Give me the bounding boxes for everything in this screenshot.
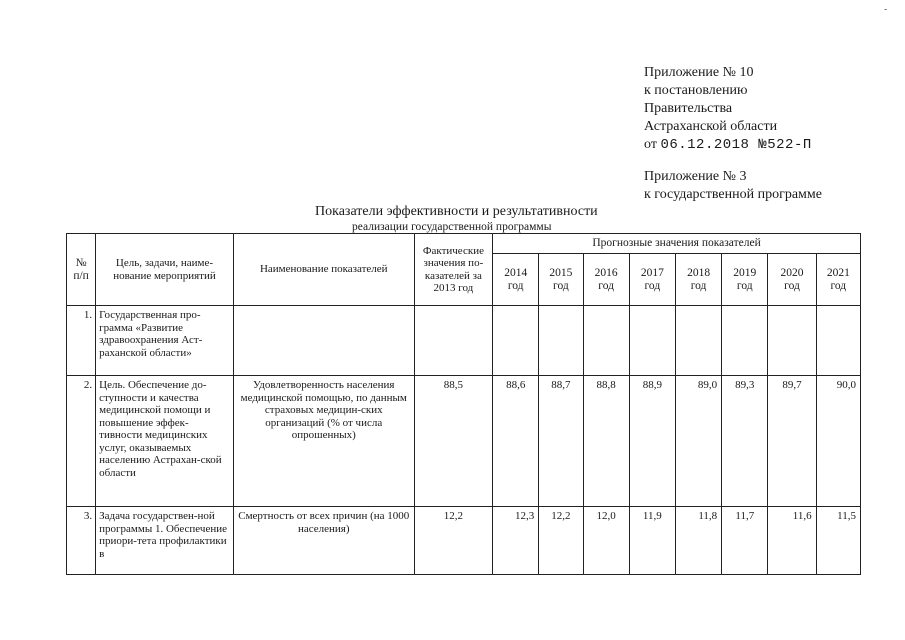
row-number: 2. bbox=[67, 376, 96, 507]
table-row bbox=[67, 376, 861, 507]
header-year-2016: 2016 год bbox=[583, 254, 629, 306]
row-value-2017: 11,9 bbox=[629, 507, 675, 575]
row-value-2018 bbox=[675, 306, 721, 376]
appendix-3-block bbox=[644, 168, 822, 204]
header-no: № п/п bbox=[67, 234, 96, 306]
row-value-2017: 88,9 bbox=[629, 376, 675, 507]
table-row bbox=[67, 306, 861, 376]
header-year-2021: 2021 год bbox=[816, 254, 860, 306]
header-year-2017: 2017 год bbox=[629, 254, 675, 306]
row-goal: Государственная про-грамма «Развитие здравоохранения Аст-раханской области» bbox=[96, 306, 234, 376]
appendix-3-line1: Приложение № 3 bbox=[644, 169, 747, 184]
row-value-2019 bbox=[722, 306, 768, 376]
appendix-3-line2: к государственной программе bbox=[644, 187, 822, 202]
row-indicator bbox=[233, 306, 414, 376]
row-value-2014: 12,3 bbox=[493, 507, 539, 575]
header-indicator: Наименование показателей bbox=[233, 234, 414, 306]
table-row bbox=[67, 507, 861, 575]
row-actual: 12,2 bbox=[414, 507, 492, 575]
appendix-10-line3: Правительства bbox=[644, 101, 733, 116]
row-value-2017 bbox=[629, 306, 675, 376]
row-value-2021: 11,5 bbox=[816, 507, 860, 575]
row-number: 3. bbox=[67, 507, 96, 575]
header-year-2014: 2014 год bbox=[493, 254, 539, 306]
row-value-2020 bbox=[768, 306, 816, 376]
header-forecast: Прогнозные значения показателей bbox=[493, 234, 861, 254]
appendix-10-date bbox=[644, 136, 812, 154]
appendix-10-line4: Астраханской области bbox=[644, 119, 778, 134]
document-subtitle: реализации государственной программы bbox=[352, 221, 552, 233]
row-value-2016: 88,8 bbox=[583, 376, 629, 507]
header-actual-2013: Фактические значения по-казателей за 2013 год bbox=[414, 234, 492, 306]
indicators-table bbox=[66, 233, 861, 575]
row-value-2019: 11,7 bbox=[722, 507, 768, 575]
row-value-2014: 88,6 bbox=[493, 376, 539, 507]
row-indicator: Удовлетворенность населения медицинской помощью, по данным страховых медицин-ских организаций (% от числа опрошенных) bbox=[233, 376, 414, 507]
appendix-10-block bbox=[644, 64, 812, 154]
row-number: 1. bbox=[67, 306, 96, 376]
row-value-2015 bbox=[539, 306, 583, 376]
row-value-2016 bbox=[583, 306, 629, 376]
row-value-2014 bbox=[493, 306, 539, 376]
date-value: 06.12.2018 №522-П bbox=[660, 137, 812, 153]
header-year-2020: 2020 год bbox=[768, 254, 816, 306]
header-year-2019: 2019 год bbox=[722, 254, 768, 306]
row-goal: Цель. Обеспечение до-ступности и качества медицинской помощи и повышение эффек-тивности медицинских услуг, оказываемых населению Астрахан-ской области bbox=[96, 376, 234, 507]
row-value-2018: 11,8 bbox=[675, 507, 721, 575]
header-year-2018: 2018 год bbox=[675, 254, 721, 306]
row-value-2016: 12,0 bbox=[583, 507, 629, 575]
appendix-10-line1: Приложение № 10 bbox=[644, 65, 754, 80]
corner-mark: - bbox=[884, 4, 888, 15]
header-year-2015: 2015 год bbox=[539, 254, 583, 306]
row-actual bbox=[414, 306, 492, 376]
header-goal: Цель, задачи, наиме-нование мероприятий bbox=[96, 234, 234, 306]
row-value-2015: 88,7 bbox=[539, 376, 583, 507]
header-row-top bbox=[67, 234, 861, 254]
row-value-2019: 89,3 bbox=[722, 376, 768, 507]
row-value-2021 bbox=[816, 306, 860, 376]
row-value-2018: 89,0 bbox=[675, 376, 721, 507]
document-title: Показатели эффективности и результативности bbox=[315, 204, 598, 219]
appendix-10-line2: к постановлению bbox=[644, 83, 748, 98]
row-value-2020: 89,7 bbox=[768, 376, 816, 507]
row-value-2020: 11,6 bbox=[768, 507, 816, 575]
row-value-2021: 90,0 bbox=[816, 376, 860, 507]
row-actual: 88,5 bbox=[414, 376, 492, 507]
row-indicator: Смертность от всех причин (на 1000 населения) bbox=[233, 507, 414, 575]
row-goal: Задача государствен-ной программы 1. Обеспечение приори-тета профилактики в bbox=[96, 507, 234, 575]
row-value-2015: 12,2 bbox=[539, 507, 583, 575]
date-prefix: от bbox=[644, 137, 657, 152]
